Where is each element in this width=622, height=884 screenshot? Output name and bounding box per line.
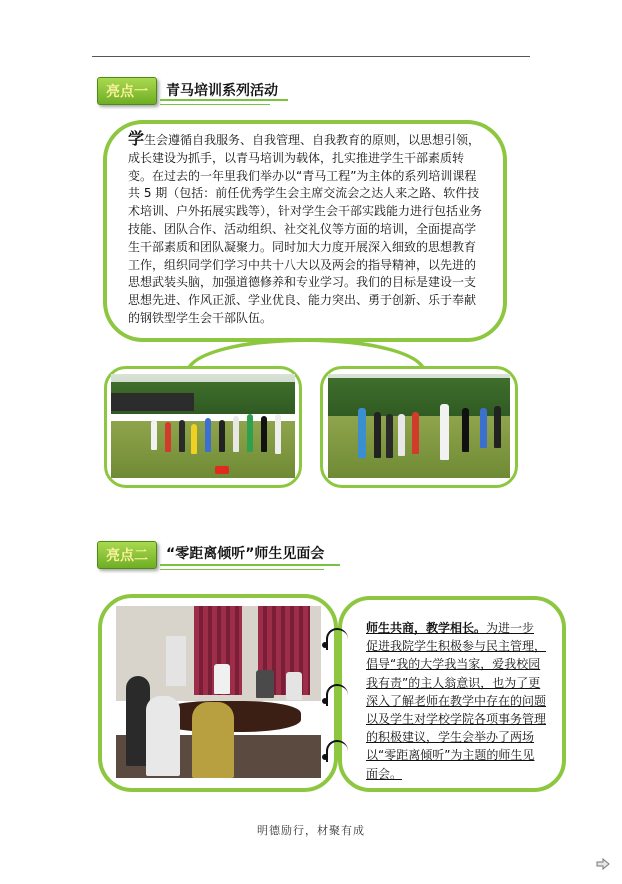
section2-paragraph-text: 为进一步促进我院学生积极参与民主管理，倡导“我的大学我当家，爱我校园我有责”的主人翁意识，也为了更深入了解老师在教学中存在的问题以及学生对学校学院各项事务管理的积极建议，学生会举办了两场以“零距离倾听”为主题的师生见面会。 <box>366 621 547 781</box>
binder-dot-icon-3 <box>322 754 328 760</box>
section1-paragraph <box>128 130 486 328</box>
section1-lead-char: 学 <box>128 129 145 148</box>
section2-lead-text: 师生共商，教学相长。 <box>366 621 487 635</box>
binder-dot-icon-1 <box>322 642 328 648</box>
top-rule <box>92 56 530 57</box>
tug-of-war-photo-right <box>328 374 510 478</box>
section1-badge-label: 亮点一 <box>106 84 148 100</box>
binder-dot-icon-2 <box>322 698 328 704</box>
section2-paragraph <box>366 619 546 783</box>
section1-title: 青马培训系列活动 <box>166 83 278 99</box>
footer-motto: 明德励行，材聚有成 <box>257 824 365 837</box>
next-arrow-icon[interactable] <box>596 858 610 870</box>
section2-title-underline-2 <box>160 569 324 570</box>
section2-title: “零距离倾听”师生见面会 <box>166 546 325 562</box>
meeting-photo <box>116 606 321 778</box>
section2-title-underline <box>160 564 340 566</box>
tug-of-war-photo-left <box>111 374 295 478</box>
binder-hook-icon-1 <box>326 628 348 650</box>
section1-title-underline-2 <box>160 104 270 105</box>
section1-title-underline <box>160 99 288 101</box>
section1-badge <box>97 77 157 105</box>
binder-hook-icon-3 <box>326 740 348 762</box>
section1-paragraph-text: 生会遵循自我服务、自我管理、自我教育的原则，以思想引领，成长建设为抓手，以青马培训为载体，扎实推进学生干部素质转变。在过去的一年里我们举办以“青马工程”为主体的系列培训课程共 5 期（包括：前任优秀学生会主席交流会之达人来之路、软件技术培训、户外拓展实践等），针对学生会干部实践能力进行包括业务技能、团队合作、活动组织、社交礼仪等方面的培训，全面提高学生干部素质和团队凝聚力。同时加大力度开展深入细致的思想教育工作，组织同学们学习中共十八大以及两会的指导精神，以先进的思想武装头脑，加强道德修养和专业学习。我们的目标是建设一支思想先进、作风正派、学业优良、能力突出、勇于创新、乐于奉献的钢铁型学生会干部队伍。 <box>128 133 483 325</box>
section2-badge <box>97 541 157 569</box>
section2-badge-label: 亮点二 <box>106 548 148 564</box>
binder-hook-icon-2 <box>326 684 348 706</box>
